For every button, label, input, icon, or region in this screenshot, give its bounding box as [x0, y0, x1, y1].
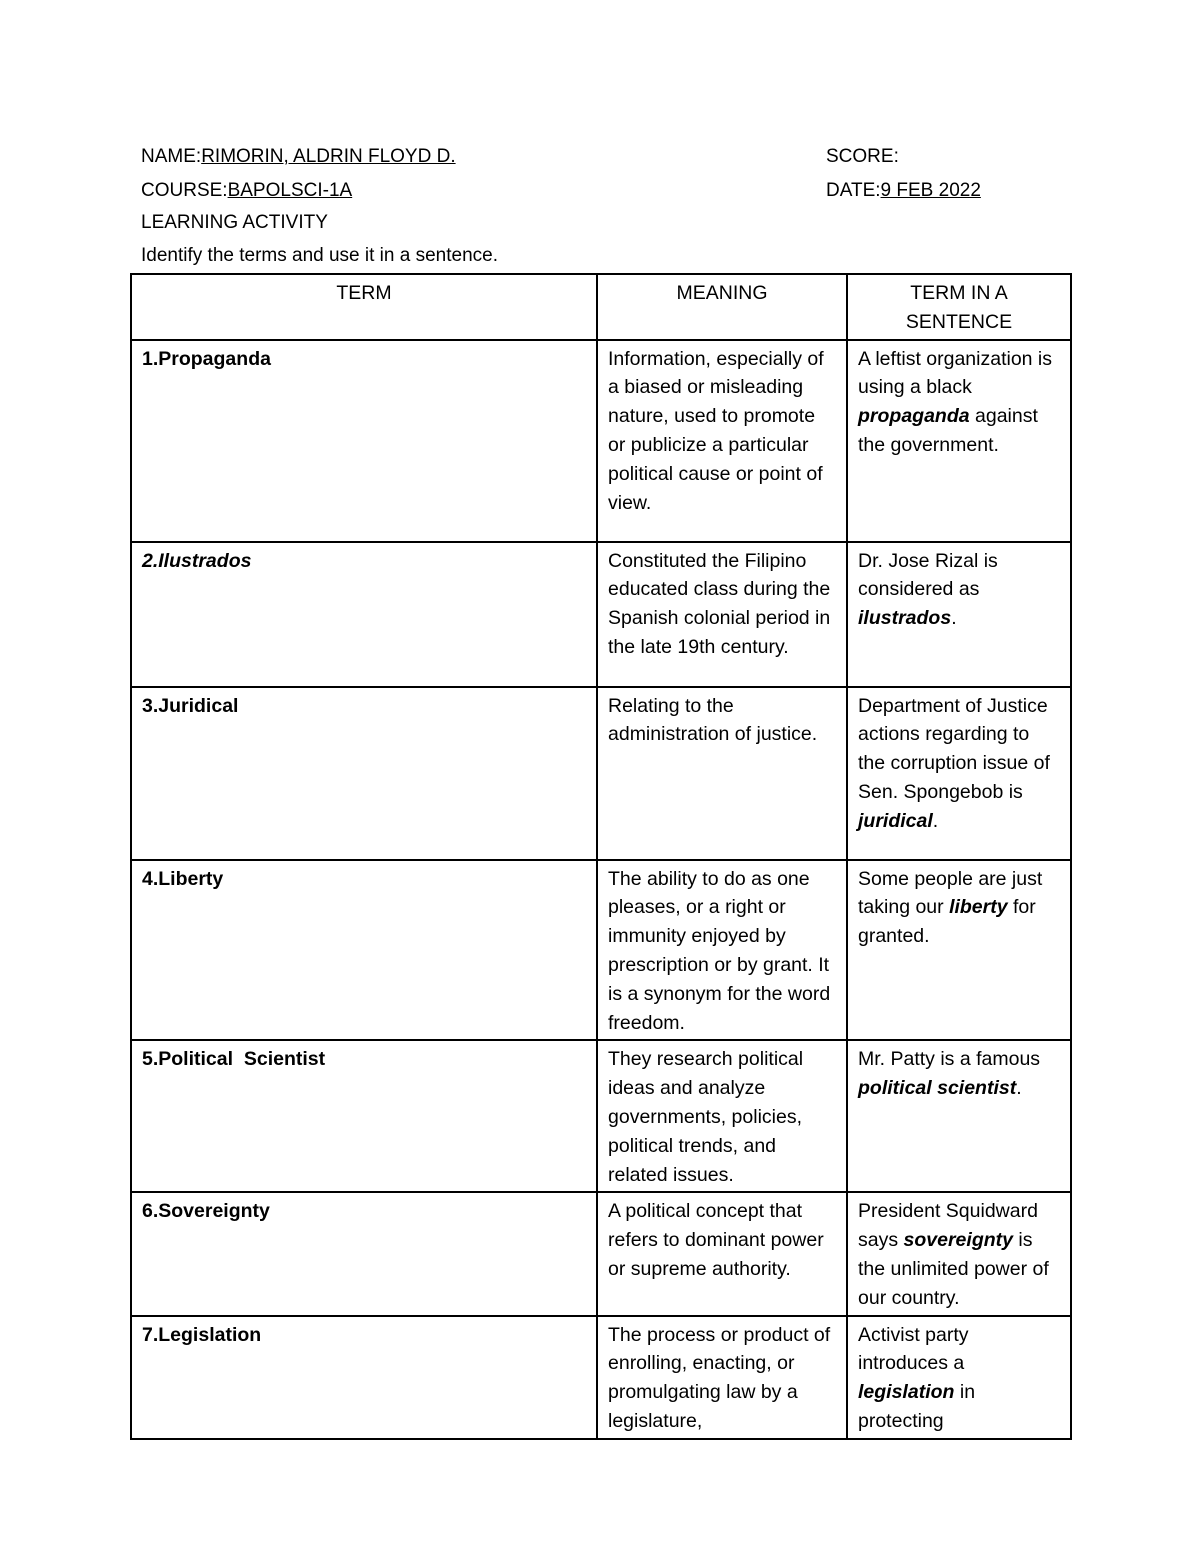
sentence-text: President Squidward says	[858, 1200, 1038, 1252]
column-header-term: TERM	[131, 274, 597, 340]
sentence-cell	[847, 1192, 1071, 1315]
term-cell: 2.Ilustrados	[131, 542, 597, 687]
sentence-text: Some people are just taking our	[858, 867, 1043, 919]
term-cell: 6.Sovereignty	[131, 1192, 597, 1315]
sentence-keyword: liberty	[949, 896, 1008, 919]
table-row	[131, 860, 1071, 1041]
sentence-text: for granted.	[858, 896, 1036, 948]
instruction-text: Identify the terms and use it in a sentence.	[141, 245, 498, 266]
sentence-text: Mr. Patty is a famous	[858, 1048, 1041, 1071]
sentence-cell	[847, 542, 1071, 687]
meaning-cell: Relating to the administration of justice.	[597, 687, 847, 860]
table-row	[131, 340, 1071, 542]
column-header-sentence: TERM IN A SENTENCE	[847, 274, 1071, 340]
meaning-cell: Information, especially of a biased or misleading nature, used to promote or publicize a particular political cause or point of view.	[597, 340, 847, 542]
sentence-text: Dr. Jose Rizal is considered as	[858, 549, 998, 601]
sentence-text: Department of Justice actions regarding to the corruption issue of Sen. Spongebob is	[858, 694, 1050, 803]
score-label: SCORE:	[826, 146, 899, 167]
sentence-keyword: sovereignty	[903, 1229, 1013, 1252]
name-label: NAME:	[141, 146, 202, 167]
table-row	[131, 542, 1071, 687]
course-line	[141, 179, 352, 203]
sentence-cell	[847, 340, 1071, 542]
sentence-cell	[847, 687, 1071, 860]
sentence-text: A leftist organization is using a black	[858, 347, 1053, 399]
meaning-cell: The ability to do as one pleases, or a right or immunity enjoyed by prescription or by grant. It is a synonym for the word freedom.	[597, 860, 847, 1041]
sentence-keyword: legislation	[858, 1381, 955, 1404]
term-cell: 1.Propaganda	[131, 340, 597, 542]
table-row	[131, 1192, 1071, 1315]
name-value: RIMORIN, ALDRIN FLOYD D.	[201, 146, 456, 167]
column-header-meaning: MEANING	[597, 274, 847, 340]
meaning-cell: A political concept that refers to dominant power or supreme authority.	[597, 1192, 847, 1315]
activity-title: LEARNING ACTIVITY	[141, 212, 328, 233]
table-row	[131, 1316, 1071, 1439]
table-header-row	[131, 274, 1071, 340]
meaning-cell: The process or product of enrolling, enacting, or promulgating law by a legislature,	[597, 1316, 847, 1439]
sentence-cell	[847, 1316, 1071, 1439]
date-line	[826, 179, 981, 203]
sentence-text: .	[951, 607, 957, 630]
term-cell: 5.Political Scientist	[131, 1040, 597, 1192]
course-value: BAPOLSCI-1A	[227, 180, 353, 201]
table-row	[131, 1040, 1071, 1192]
date-value: 9 FEB 2022	[880, 180, 981, 201]
score-line	[826, 145, 899, 169]
meaning-cell: They research political ideas and analyze governments, policies, political trends, and related issues.	[597, 1040, 847, 1192]
sentence-cell	[847, 1040, 1071, 1192]
terms-table	[130, 273, 1072, 1440]
sentence-text: .	[1016, 1077, 1022, 1100]
name-line	[141, 145, 456, 169]
sentence-keyword: propaganda	[858, 405, 970, 428]
sentence-keyword: political scientist	[858, 1077, 1017, 1100]
sentence-text: in protecting	[858, 1381, 976, 1432]
sentence-text: is the unlimited power of our country.	[858, 1229, 1049, 1309]
sentence-text: Activist party introduces a	[858, 1323, 969, 1375]
term-cell: 4.Liberty	[131, 860, 597, 1041]
term-cell: 3.Juridical	[131, 687, 597, 860]
sentence-keyword: juridical	[858, 809, 933, 832]
term-cell: 7.Legislation	[131, 1316, 597, 1439]
date-label: DATE:	[826, 180, 881, 201]
sentence-cell	[847, 860, 1071, 1041]
meaning-cell: Constituted the Filipino educated class during the Spanish colonial period in the late 19th century.	[597, 542, 847, 687]
course-label: COURSE:	[141, 180, 228, 201]
sentence-text: .	[932, 809, 939, 832]
sentence-keyword: ilustrados	[858, 607, 952, 630]
table-row	[131, 687, 1071, 860]
sentence-text: against the government.	[858, 405, 1038, 456]
